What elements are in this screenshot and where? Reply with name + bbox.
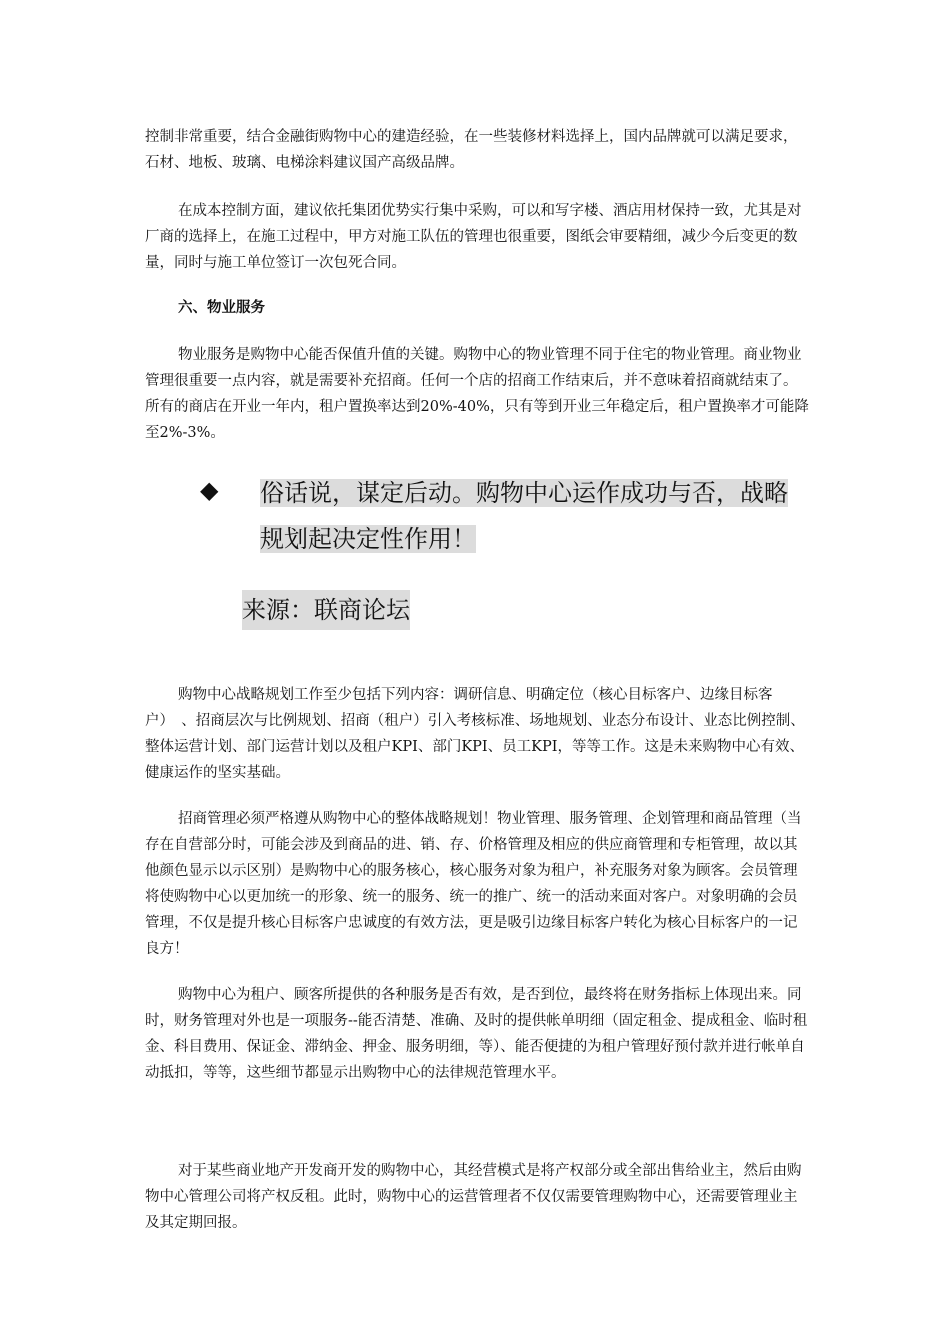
paragraph-leasing-management: 招商管理必须严格遵从购物中心的整体战略规划！物业管理、服务管理、企划管理和商品管理（当存在自营部分时，可能会涉及到商品的进、销、存、价格管理及相应的供应商管理和专柜管理，故以其他颜色显示以示区别）是购物中心的服务核心，核心服务对象为租户，补充服务对象为顾客。会员管理将使购物中心以更加统一的形象、统一的服务、统一的推广、统一的活动来面对客户。对象明确的会员管理，不仅是提升核心目标客户忠诚度的有效方法，更是吸引边缘目标客户转化为核心目标客户的一记良方！: [145, 811, 802, 957]
paragraph-materials: 控制非常重要，结合金融街购物中心的建造经验，在一些装修材料选择上，国内品牌就可以满足要求，石材、地板、玻璃、电梯涂料建议国产高级品牌。: [145, 129, 798, 171]
paragraph-ownership-model: 对于某些商业地产开发商开发的购物中心，其经营模式是将产权部分或全部出售给业主，然后由购物中心管理公司将产权反租。此时，购物中心的运营管理者不仅仅需要管理购物中心，还需要管理业主及其定期回报。: [145, 1163, 802, 1231]
source-label: 来源：联商论坛: [242, 590, 410, 630]
paragraph-cost-control: 在成本控制方面，建议依托集团优势实行集中采购，可以和写字楼、酒店用材保持一致，尤其是对厂商的选择上，在施工过程中，甲方对施工队伍的管理也很重要，图纸会审要精细，减少今后变更的数量，同时与施工单位签订一次包死合同。: [145, 203, 802, 271]
paragraph-financial-management: 购物中心为租户、顾客所提供的各种服务是否有效，是否到位，最终将在财务指标上体现出来。同时，财务管理对外也是一项服务--能否清楚、准确、及时的提供帐单明细（固定租金、提成租金、临时租金、科目费用、保证金、滞纳金、押金、服务明细，等）、能否便捷的为租户管理好预付款并进行帐单自动抵扣，等等，这些细节都显示出购物中心的法律规范管理水平。: [145, 987, 808, 1081]
paragraph-property-service: 物业服务是购物中心能否保值升值的关键。购物中心的物业管理不同于住宅的物业管理。商业物业管理很重要一点内容，就是需要补充招商。任何一个店的招商工作结束后，并不意味着招商就结束了。所有的商店在开业一年内，租户置换率达到20%-40%，只有等到开业三年稳定后，租户置换率才可能降至2%-3%。: [145, 347, 809, 441]
diamond-bullet-icon: ◆: [200, 476, 219, 504]
callout-text: 俗话说，谋定后动。购物中心运作成功与否，战略规划起决定性作用！: [260, 479, 788, 553]
section-heading-property-service: 六、物业服务: [178, 299, 265, 316]
paragraph-strategic-planning: 购物中心战略规划工作至少包括下列内容：调研信息、明确定位（核心目标客户、边缘目标客户） 、招商层次与比例规划、招商（租户）引入考核标准、场地规划、业态分布设计、业态比例控制、整体运营计划、部门运营计划以及租户KPI、部门KPI、员工KPI，等等工作。这是未来购物中心有效、健康运作的坚实基础。: [145, 687, 805, 781]
